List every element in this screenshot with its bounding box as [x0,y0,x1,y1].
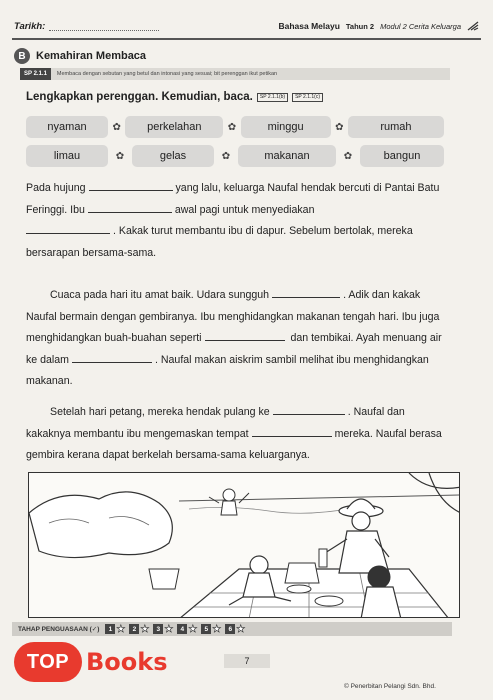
page-number: 7 [224,654,270,668]
passage-text: mereka. Naufal berasa gembira kerana dapat berkelah bersama-sama keluarganya. [26,427,442,461]
star-icon: ★ [140,623,150,635]
star-icon: ★ [164,623,174,635]
star-icon: ★ [212,623,222,635]
mastery-level-1[interactable]: 1 ★ [105,624,125,635]
instruction-text: Lengkapkan perenggan. Kemudian, baca. [26,91,253,103]
topbooks-logo [14,642,174,682]
word-chip[interactable]: makanan [238,145,336,167]
word-chip[interactable]: bangun [360,145,444,167]
publisher-credit: © Penerbitan Pelangi Sdn. Bhd. [344,683,436,690]
blank-1[interactable] [89,181,173,191]
date-field[interactable] [49,21,159,31]
mastery-label: TAHAP PENGUASAAN (✓) [18,626,100,633]
flower-icon: ✿ [112,121,121,133]
standard-bar [20,68,450,80]
blank-3[interactable] [26,224,110,234]
word-chip[interactable]: nyaman [26,116,108,138]
section-letter-badge: B [14,48,30,64]
word-chip[interactable]: perkelahan [125,116,223,138]
mastery-level-5[interactable]: 5 ★ [201,624,221,635]
passage-text: Setelah hari petang, mereka hendak pulang ke [50,406,270,418]
flower-icon: ✿ [115,150,125,162]
word-chip[interactable]: gelas [132,145,214,167]
mastery-level-3[interactable]: 3 ★ [153,624,173,635]
paragraph-3 [26,402,446,467]
paragraph-2 [26,285,446,393]
module-label: Modul 2 Cerita Keluarga [380,21,461,31]
picnic-illustration [28,472,460,618]
instruction [26,91,323,103]
blank-2[interactable] [88,203,172,213]
logo-top-badge: TOP [14,642,82,682]
stripes-icon [467,21,479,31]
page-header [14,16,479,36]
standard-code: SP 2.1.1 [20,68,51,80]
standard-tag-2: SP 2.1.1(c) [292,93,323,102]
mastery-level-6[interactable]: 6 ★ [225,624,245,635]
passage-text: dan tembikai. Ayah menuang air ke dalam [26,332,442,366]
header-divider [12,38,481,40]
word-chip[interactable]: limau [26,145,108,167]
standard-tag-1: SP 2.1.1(b) [257,93,288,102]
flower-icon: ✿ [227,121,237,133]
mastery-level-2[interactable]: 2 ★ [129,624,149,635]
passage-text: . Kakak turut membantu ibu di dapur. Sebelum bertolak, mereka bersarapan bersama-sama. [26,225,413,259]
mastery-level-bar [12,622,452,636]
logo-books-text: Books [86,648,168,676]
passage-text: . Naufal dan kakaknya membantu ibu mengemaskan tempat [26,406,405,440]
passage-text: Cuaca pada hari itu amat baik. Udara sungguh [50,289,270,301]
blank-6[interactable] [72,353,152,363]
subject-title: Bahasa Melayu [278,21,340,31]
word-chip[interactable]: minggu [241,116,331,138]
passage-text: yang lalu, keluarga Naufal hendak bercuti di Pantai Batu Feringgi. Ibu [26,182,440,216]
passage-text: awal pagi untuk menyediakan [174,203,315,216]
blank-7[interactable] [273,405,345,415]
beach-picnic-drawing [29,473,460,618]
date-label: Tarikh: [14,20,46,32]
word-bank-row-1 [26,116,444,138]
paragraph-1 [26,178,446,264]
passage-text: Pada hujung [26,182,86,194]
flower-icon: ✿ [343,150,353,162]
flower-icon: ✿ [335,121,344,133]
flower-icon: ✿ [221,150,231,162]
word-bank-row-2 [26,145,444,167]
blank-8[interactable] [252,427,332,437]
star-icon: ★ [188,623,198,635]
star-icon: ★ [116,623,126,635]
standard-text: Membaca dengan sebutan yang betul dan intonasi yang sesuai; bit perenggan ikut petikan [56,71,278,77]
blank-4[interactable] [272,288,340,298]
header-right [278,21,479,31]
star-icon: ★ [236,623,246,635]
mastery-level-4[interactable]: 4 ★ [177,624,197,635]
passage-text: . Adik dan kakak Naufal bermain dengan gembiranya. Ibu menghidangkan makanan tengah hari. Ibu juga menghidangkan buah-buahan seperti [26,289,440,344]
blank-5[interactable] [205,331,285,341]
word-chip[interactable]: rumah [348,116,444,138]
passage-text: . Naufal makan aiskrim sambil melihat ibu menghidangkan makanan. [26,353,429,387]
year-label: Tahun 2 [345,21,375,31]
section-heading [14,46,454,66]
section-title: Kemahiran Membaca [36,50,147,62]
